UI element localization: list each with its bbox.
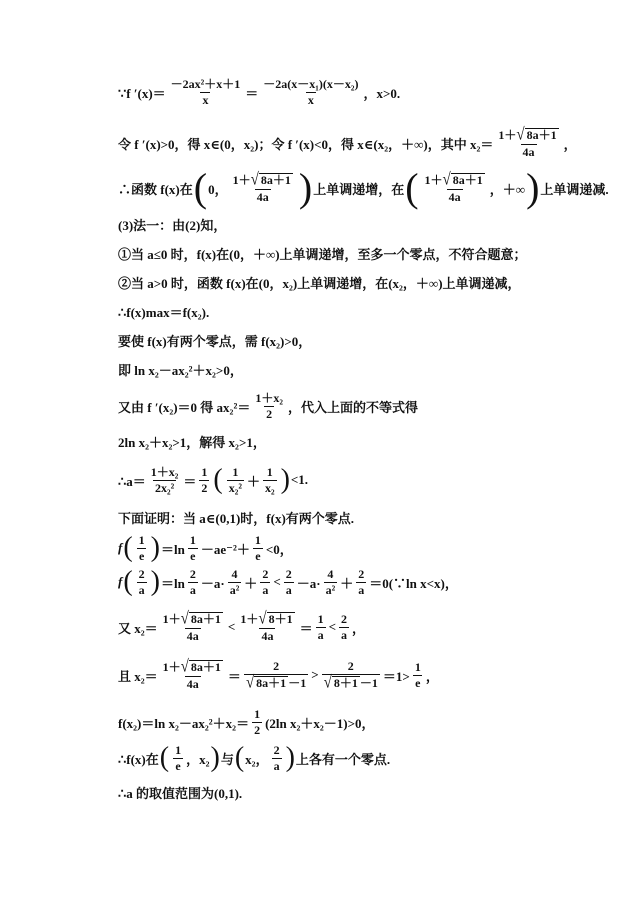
fraction: $\frac{1}{2}$ (201, 465, 208, 495)
line-substitute: 又由 f ′(x₂)＝0 得 ax₂²＝ $\frac{\text{1＋x₂}}{2}$ ，代入上面的不等式得 (118, 391, 418, 421)
fraction: 2 √ 8a＋1 －1 (245, 659, 307, 692)
fraction: $\frac{1}{e}$ (189, 533, 196, 563)
line-max: ∴f(x)max＝f(x₂). (118, 305, 210, 320)
line-case-one: ①当 a≤0 时，f(x)在(0，＋∞)上单调递增，至多一个零点，不符合题意； (118, 247, 527, 262)
fraction: $\frac{2}{a}$ (189, 567, 196, 597)
fraction: $\frac{1}{\text{x₂}}$ (264, 465, 275, 495)
line-condition: 要使 f(x)有两个零点，需 f(x₂)>0， (118, 334, 312, 349)
line-monotonic: ∴函数 f(x)在 ( 0， 1＋ √ 8a＋1 4a ) 上单调递增，在 ( 1＋ √ 8a＋1 4a ，＋∞ ) 上单调递减. (118, 165, 609, 210)
fraction: 2 √ 8＋1 －1 (323, 659, 378, 692)
line-proof-intro: 下面证明：当 a∈(0,1)时，f(x)有两个零点. (118, 511, 355, 526)
fraction: $\frac{2}{a}$ (358, 567, 365, 597)
line-f-inv-e: f ( $\frac{1}{e}$ ) ＝ln $\frac{1}{e}$ －ae⁻²＋ $\frac{1}{e}$ <0， (118, 532, 293, 564)
fraction: $\frac{2}{a}$ (273, 743, 280, 773)
line-solve: 2ln x₂＋x₂>1，解得 x₂>1， (118, 435, 266, 450)
fraction: 1＋ √ 8a＋1 4a (498, 125, 557, 159)
fraction: $\frac{2}{a}$ (138, 567, 145, 597)
line-method-one: (3)法一：由(2)知， (118, 218, 227, 233)
line-case-two: ②当 a>0 时，函数 f(x)在(0，x₂)上单调递增，在(x₂，＋∞)上单调递减， (118, 276, 521, 291)
line-inequality: 即 ln x₂－ax₂²＋x₂>0， (118, 363, 243, 378)
fraction: 1＋ √ 8a＋1 4a (424, 170, 483, 204)
line-f-x2: f(x₂)＝ln x₂－ax₂²＋x₂＝ $\frac{1}{2}$ (2ln x₂＋x₂－1)>0， (118, 707, 375, 737)
fraction: 1＋ √ 8＋1 4a (240, 609, 293, 643)
line-sign-analysis: 令 f ′(x)>0，得 x∈(0，x₂)；令 f ′(x)<0，得 x∈(x₂，＋∞)，其中 x₂＝ 1＋ √ 8a＋1 4a ， (118, 125, 577, 159)
fraction: $\frac{1}{2}$ (254, 707, 261, 737)
line-a-bound: ∴a＝ $\frac{\text{1＋x₂}}{\text{2x₂²}}$ ＝ $\frac{1}{2}$ ( $\frac{1}{\text{x₂²}}$ ＋ $\frac{1}{\text{x₂}}$ ) <1. (118, 464, 309, 496)
fraction: 1＋ √ 8a＋1 4a (162, 657, 221, 691)
line-x2-lower: 且 x₂＝ 1＋ √ 8a＋1 4a ＝ 2 √ 8a＋1 －1 > 2 √ 8＋1 －1 ＝1> $\frac{1}{e}$ ， (118, 657, 439, 692)
fraction: $\frac{1}{e}$ (175, 743, 182, 773)
fraction: $\frac{4}{\text{a²}}$ (325, 567, 336, 597)
line-zeros: ∴f(x)在 ( $\frac{1}{e}$ ，x₂ ) 与 ( x₂， $\frac{2}{a}$ ) 上各有一个零点. (118, 742, 391, 774)
line-derivative: ∵f ′(x)＝ $\frac{\text{－2ax²＋x＋1}}{x}$ ＝ $\frac{\text{－2a(x－x₁)(x－x₂)}}{x}$ ，x>0. (118, 77, 401, 107)
fraction: $\frac{\text{1＋x₂}}{2}$ (255, 391, 283, 421)
fraction: $\frac{2}{a}$ (262, 567, 269, 597)
fraction: $\frac{1}{\text{x₂²}}$ (228, 465, 242, 495)
fraction: $\frac{\text{－2ax²＋x＋1}}{x}$ (170, 77, 241, 107)
fraction: $\frac{2}{a}$ (285, 567, 292, 597)
line-f-2-over-a: f ( $\frac{2}{a}$ ) ＝ln $\frac{2}{a}$ －a· $\frac{4}{\text{a²}}$ ＋ $\frac{2}{a}$ < $\frac{2}{a}$ －a· $\frac{4}{\text{a²}}$ ＋ $\frac{2}{a}$ ＝0(∵ln x<x)， (118, 566, 458, 598)
line-x2-upper: 又 x₂＝ 1＋ √ 8a＋1 4a < 1＋ √ 8＋1 4a ＝ $\frac{1}{a}$ < $\frac{2}{a}$ ， (118, 609, 366, 643)
fraction: $\frac{1}{e}$ (138, 533, 145, 563)
fraction: 1＋ √ 8a＋1 4a (162, 609, 221, 643)
line-conclusion: ∴a 的取值范围为(0,1). (118, 786, 243, 801)
fraction: $\frac{\text{1＋x₂}}{\text{2x₂²}}$ (150, 465, 179, 495)
fraction: $\frac{1}{e}$ (254, 533, 261, 563)
fraction: $\frac{2}{a}$ (341, 612, 348, 642)
fraction: $\frac{1}{e}$ (414, 660, 421, 690)
fraction: $\frac{\text{－2a(x－x₁)(x－x₂)}}{x}$ (263, 77, 359, 107)
fraction: $\frac{4}{\text{a²}}$ (229, 567, 240, 597)
fraction: 1＋ √ 8a＋1 4a (232, 170, 291, 204)
fraction: $\frac{1}{a}$ (317, 612, 324, 642)
